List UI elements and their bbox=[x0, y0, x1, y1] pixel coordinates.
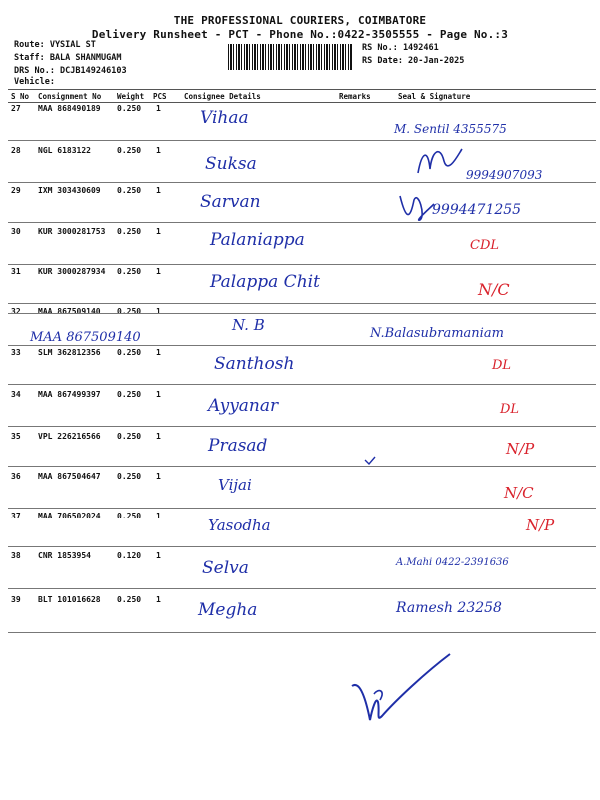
row-31-consignment: KUR 3000287934 bbox=[38, 267, 106, 276]
col-header-consignment: Consignment No bbox=[38, 92, 102, 101]
row-33-weight: 0.250 bbox=[117, 348, 142, 357]
staff-label: Staff: BALA SHANMUGAM bbox=[14, 53, 122, 63]
row-35-weight: 0.250 bbox=[117, 432, 142, 441]
row-30-consignment: KUR 3000281753 bbox=[38, 227, 106, 236]
row-37-pcs: 1 bbox=[156, 512, 161, 518]
row-28-consignment: NGL 6183122 bbox=[38, 146, 91, 155]
row-32-handwritten-consignment: MAA 867509140 bbox=[30, 330, 141, 345]
row-27-pcs: 1 bbox=[156, 104, 161, 113]
row-37-remark: N/P bbox=[526, 516, 555, 534]
row-37-weight: 0.250 bbox=[117, 512, 142, 518]
row-38-consignee: Selva bbox=[202, 558, 249, 578]
row-37-consignee: Yasodha bbox=[208, 516, 271, 534]
row-37-divider bbox=[8, 546, 596, 547]
row-31-remark: N/C bbox=[478, 280, 510, 299]
vehicle-label: Vehicle: bbox=[14, 77, 55, 87]
row-27-consignment: MAA 868490189 bbox=[38, 104, 101, 113]
company-title: THE PROFESSIONAL COURIERS, COIMBATORE bbox=[173, 14, 427, 27]
row-30-remark: CDL bbox=[470, 238, 500, 253]
row-36-consignee: Vijai bbox=[218, 476, 252, 494]
row-35-check-mark bbox=[364, 456, 376, 466]
row-33-consignee: Santhosh bbox=[214, 354, 295, 374]
row-30-pcs: 1 bbox=[156, 227, 161, 236]
row-35-pcs: 1 bbox=[156, 432, 161, 441]
header-bottom-rule bbox=[8, 102, 596, 103]
row-29-divider bbox=[8, 222, 596, 223]
row-27-divider bbox=[8, 140, 596, 141]
row-31-sno: 31 bbox=[11, 267, 21, 276]
row-34-divider bbox=[8, 426, 596, 427]
row-34-pcs: 1 bbox=[156, 390, 161, 399]
col-header-consignee: Consignee Details bbox=[184, 92, 261, 101]
row-31-divider bbox=[8, 303, 596, 304]
row-34-sno: 34 bbox=[11, 390, 21, 399]
row-36-divider bbox=[8, 508, 596, 509]
row-33-divider bbox=[8, 384, 596, 385]
row-35-divider bbox=[8, 466, 596, 467]
row-38-pcs: 1 bbox=[156, 551, 161, 560]
row-30-divider bbox=[8, 264, 596, 265]
row-39-signature: Ramesh 23258 bbox=[396, 600, 502, 616]
row-27-signature: M. Sentil 4355575 bbox=[394, 122, 507, 136]
row-28-divider bbox=[8, 182, 596, 183]
barcode-image bbox=[228, 44, 352, 70]
staff-signature-scribble bbox=[346, 650, 456, 730]
row-30-consignee: Palaniappa bbox=[210, 230, 305, 250]
row-34-remark: DL bbox=[500, 402, 520, 417]
row-32-sno: 32 bbox=[11, 307, 21, 313]
row-39-consignment: BLT 101016628 bbox=[38, 595, 101, 604]
rs-date: RS Date: 20-Jan-2025 bbox=[362, 56, 465, 66]
row-36-sno: 36 bbox=[11, 472, 21, 481]
row-28-signature: 9994907093 bbox=[466, 168, 543, 182]
row-33-remark: DL bbox=[492, 358, 512, 373]
row-29-pcs: 1 bbox=[156, 186, 161, 195]
row-33-pcs: 1 bbox=[156, 348, 161, 357]
row-38-weight: 0.120 bbox=[117, 551, 142, 560]
row-38-consignment: CNR 1853954 bbox=[38, 551, 91, 560]
row-37-sno: 37 bbox=[11, 512, 21, 518]
row-32-divider bbox=[8, 345, 596, 346]
row-39-divider bbox=[8, 632, 596, 633]
col-header-pcs: PCS bbox=[153, 92, 167, 101]
row-36-consignment: MAA 867504647 bbox=[38, 472, 101, 481]
row-39-weight: 0.250 bbox=[117, 595, 142, 604]
row-33-consignment: SLM 362812356 bbox=[38, 348, 101, 357]
row-35-consignment: VPL 226216566 bbox=[38, 432, 101, 441]
row-34-weight: 0.250 bbox=[117, 390, 142, 399]
row-27-consignee: Vihaa bbox=[200, 108, 249, 128]
row-35-consignee: Prasad bbox=[208, 436, 268, 456]
row-31-weight: 0.250 bbox=[117, 267, 142, 276]
col-header-weight: Weight bbox=[117, 92, 145, 101]
drs-number: DRS No.: DCJB149246103 bbox=[14, 66, 127, 76]
row-31-pcs: 1 bbox=[156, 267, 161, 276]
row-38-sno: 38 bbox=[11, 551, 21, 560]
rs-number: RS No.: 1492461 bbox=[362, 43, 439, 53]
header-top-rule bbox=[8, 89, 596, 90]
row-28-pcs: 1 bbox=[156, 146, 161, 155]
row-29-signature-scribble bbox=[396, 190, 436, 224]
row-38-signature: A.Mahi 0422-2391636 bbox=[396, 557, 509, 568]
row-27-sno: 27 bbox=[11, 104, 21, 113]
row-31-consignee: Palappa Chit bbox=[210, 272, 320, 292]
row-35-remark: N/P bbox=[506, 440, 535, 458]
row-32-weight: 0.250 bbox=[117, 307, 142, 313]
col-header-remarks: Remarks bbox=[339, 92, 371, 101]
row-27-weight: 0.250 bbox=[117, 104, 142, 113]
row-36-pcs: 1 bbox=[156, 472, 161, 481]
row-34-consignee: Ayyanar bbox=[208, 396, 279, 416]
row-35-sno: 35 bbox=[11, 432, 21, 441]
row-32-signature: N.Balasubramaniam bbox=[370, 326, 504, 341]
row-34-consignment: MAA 867499397 bbox=[38, 390, 101, 399]
row-39-sno: 39 bbox=[11, 595, 21, 604]
row-29-sno: 29 bbox=[11, 186, 21, 195]
row-39-consignee: Megha bbox=[198, 600, 258, 620]
row-29-consignee: Sarvan bbox=[200, 192, 261, 212]
row-28-sno: 28 bbox=[11, 146, 21, 155]
row-36-weight: 0.250 bbox=[117, 472, 142, 481]
row-29-weight: 0.250 bbox=[117, 186, 142, 195]
row-37-consignment: MAA 706502024 bbox=[38, 512, 101, 518]
row-32-top-rule bbox=[8, 313, 596, 314]
row-29-consignment: IXM 303430609 bbox=[38, 186, 101, 195]
row-36-remark: N/C bbox=[504, 484, 534, 502]
row-38-divider bbox=[8, 588, 596, 589]
row-30-sno: 30 bbox=[11, 227, 21, 236]
row-28-weight: 0.250 bbox=[117, 146, 142, 155]
route-label: Route: VYSIAL ST bbox=[14, 40, 96, 50]
row-33-sno: 33 bbox=[11, 348, 21, 357]
runsheet-subtitle: Delivery Runsheet - PCT - Phone No.:0422-3505555 - Page No.:3 bbox=[91, 28, 509, 41]
row-39-pcs: 1 bbox=[156, 595, 161, 604]
row-32-consignee: N. B bbox=[232, 316, 265, 334]
row-32-pcs: 1 bbox=[156, 307, 161, 313]
row-32-consignment: MAA 867509140 bbox=[38, 307, 101, 313]
col-header-sno: S No bbox=[11, 92, 30, 101]
col-header-signature: Seal & Signature bbox=[398, 92, 471, 101]
row-28-consignee: Suksa bbox=[205, 154, 257, 174]
row-28-signature-scribble bbox=[414, 145, 464, 179]
row-29-signature: 9994471255 bbox=[432, 202, 522, 218]
row-30-weight: 0.250 bbox=[117, 227, 142, 236]
